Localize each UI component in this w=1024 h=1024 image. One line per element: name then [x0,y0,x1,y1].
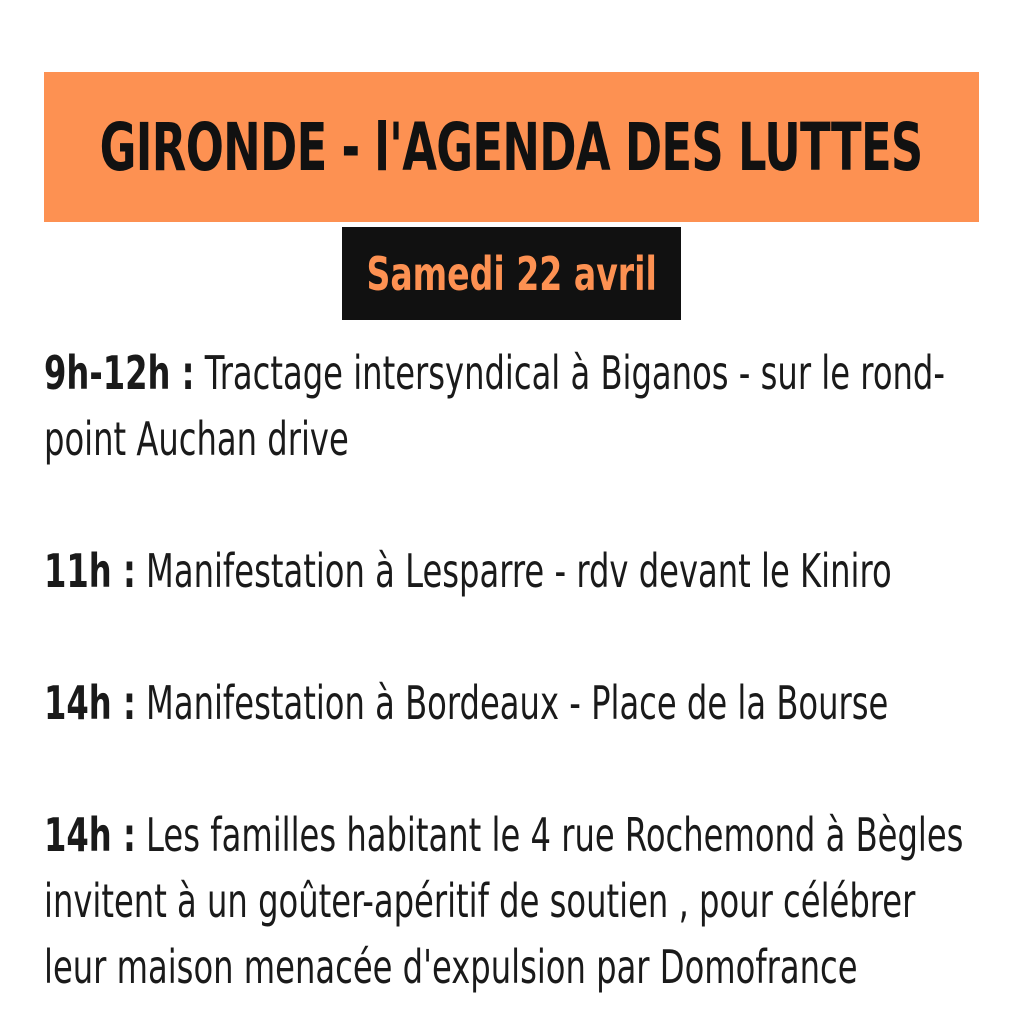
event-time: 11h : [44,544,136,598]
event-description: Tractage intersyndical à Biganos - sur le rond-point Auchan drive [44,346,945,466]
event-item [44,670,968,736]
date-label: Samedi 22 avril [366,246,657,301]
event-description: Manifestation à Bordeaux - Place de la Bourse [146,676,889,730]
event-item [44,802,968,1000]
event-list [44,340,968,1000]
event-description: Les familles habitant le 4 rue Rochemond à Bègles invitent à un goûter-apéritif de soutien , pour célébrer leur maison menacée d'expulsion par Domofrance [44,808,964,994]
title-banner [44,72,979,222]
event-description: Manifestation à Lesparre - rdv devant le Kiniro [146,544,892,598]
event-item [44,340,968,472]
date-badge [342,227,681,320]
event-time: 9h-12h : [44,346,195,400]
event-item [44,538,968,604]
page-title: GIRONDE - l'AGENDA DES LUTTES [100,108,923,186]
event-time: 14h : [44,676,136,730]
event-time: 14h : [44,808,136,862]
